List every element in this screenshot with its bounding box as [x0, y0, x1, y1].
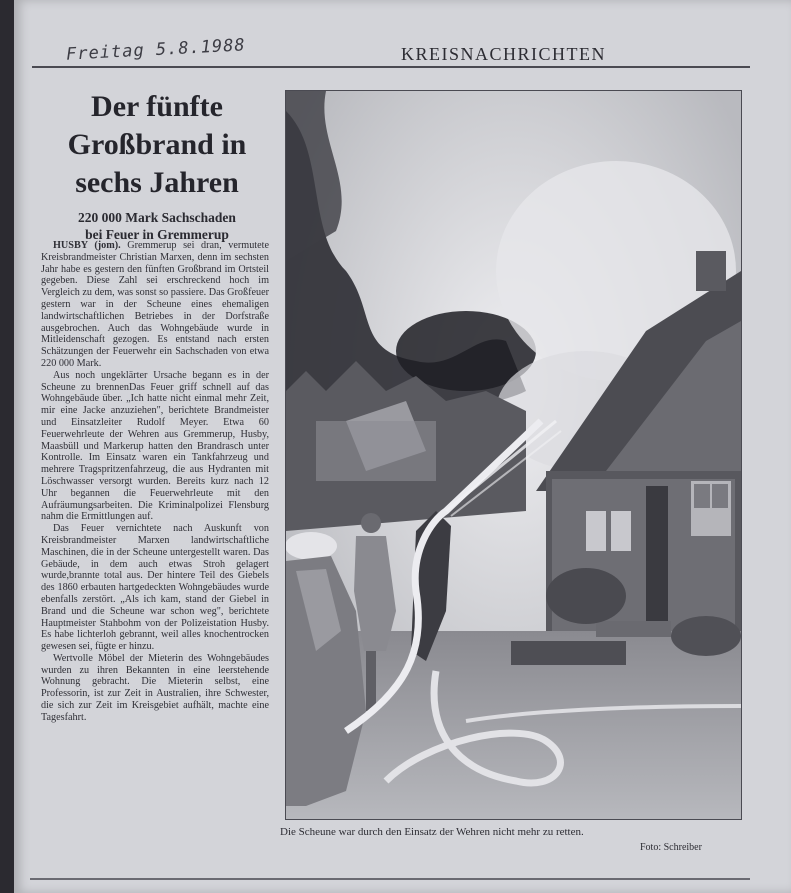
article-subheadline — [30, 209, 284, 243]
photo-caption: Die Scheune war durch den Einsatz der Wehren nicht mehr zu retten. — [280, 826, 584, 838]
paragraph-4: Wertvolle Möbel der Mieterin des Wohngebäudes wurden zu ihren Bekannten in eine leerstehende Wohnung gebracht. Die Mieterin selbst, eine Professorin, ist zur Zeit in Australien, ihre Schwester, die sich zur Zeit im Kreisgebiet aufhält, machte eine Tagesfahrt. — [41, 652, 269, 723]
article-body — [41, 240, 269, 724]
headline-line-3: sechs Jahren — [75, 166, 239, 199]
headline-line-2: Großbrand in — [67, 128, 247, 161]
handwritten-date: Freitag 5.8.1988 — [65, 35, 247, 65]
headline-line-1: Der fünfte — [91, 90, 223, 123]
footer-rule — [30, 878, 750, 880]
paragraph-1 — [41, 240, 269, 370]
subhead-line-2: bei Feuer in Gremmerup — [85, 227, 229, 242]
photo-credit: Foto: Schreiber — [640, 842, 702, 853]
dateline: HUSBY (jom). — [53, 240, 121, 251]
fire-scene-illustration — [286, 91, 741, 819]
paragraph-3: Das Feuer vernichtete nach Auskunft von Kreisbrandmeister Marxen landwirtschaftliche Maschinen, die in der Scheune untergestellt waren. Das Gebäude, in dem auch etwas Stroh gelagert wurde,brannte total aus. Der hintere Teil des Giebels des 1860 erbauten hartgedeckten Wohngebäudes wurde ebenfalls zerstört. „Als ich kam, stand der Giebel in Brand und die Scheune war schon weg", berichtete Hauptmeister Stahbohm von der Polizeistation Husby. Es habe lichterloh gebrannt, weil alles knochentrocken gewesen sei, fügte er hinzu. — [41, 523, 269, 653]
section-title: KREISNACHRICHTEN — [401, 44, 607, 64]
header-rule — [32, 66, 750, 68]
article-headline — [30, 88, 284, 202]
paragraph-1-text: Gremmerup sei dran, vermutete Kreisbrandmeister Christian Marxen, denn im sechsten Jahr habe es gestern den fünften Großbrand im Ortsteil gegeben. Diese Zahl sei erschreckend hoch im Vergleich zu dem, was sonst so passiere. Das Großfeuer gestern war in der Scheune eines ehemaligen landwirtschaftlichen Betriebes in der Dorfstraße ausgebrochen. Auch das Wohngebäude wurde in Mitleidenschaft gezogen. Es entstand nach ersten Schätzungen der Feuerwehr ein Sachschaden von etwa 220 000 Mark. — [41, 240, 269, 369]
news-photo — [285, 90, 742, 820]
subhead-line-1: 220 000 Mark Sachschaden — [78, 210, 236, 225]
paragraph-2: Aus noch ungeklärter Ursache begann es in der Scheune zu brennenDas Feuer griff schnell auf das Wohngebäude über. „Ich hatte nicht einmal mehr Zeit, mir eine Jacke anzuziehen", berichtete Brandmeister und Einsatzleiter Rudolf Meyer. Etwa 60 Feuerwehrleute der Wehren aus Gremmerup, Husby, Maasbüll und Markerup hatten den Brandrasch unter Kontrolle. Im Einsatz waren ein Tankfahrzeug und mehrere Tragspritzenfahrzeug, die aus Hydranten mit Löschwasser versorgt wurden. Bereits kurz nach 12 Uhr begannen die Feuerwehrleute mit den Aufräumungsarbeiten. Die Kriminalpolizei Flensburg nahm die Ermittlungen auf. — [41, 369, 269, 523]
